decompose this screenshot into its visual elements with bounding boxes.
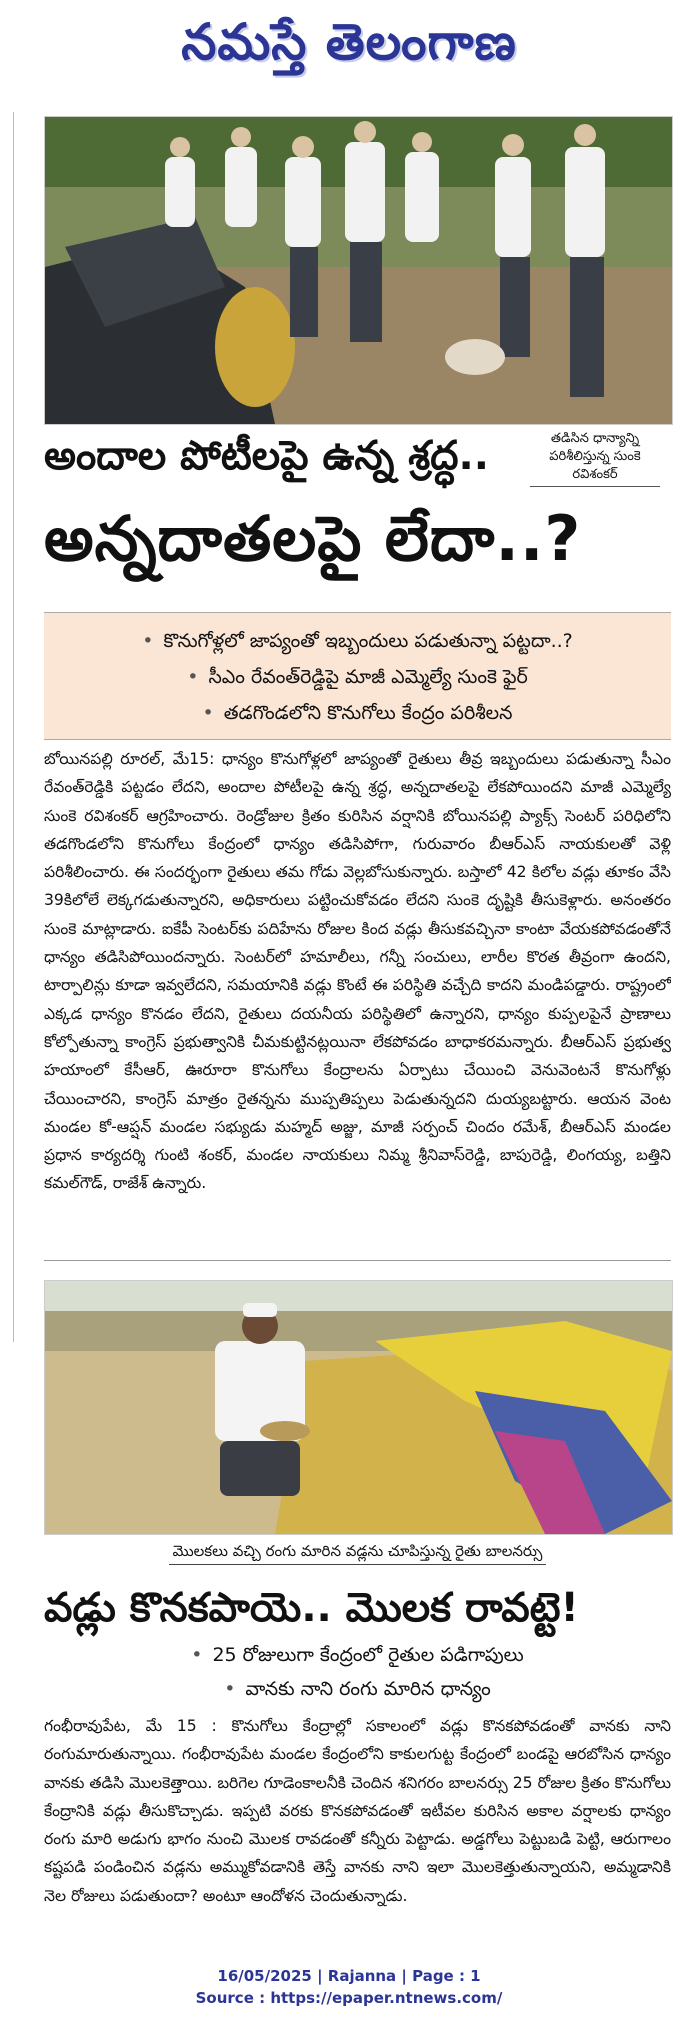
caption-line: తడిసిన ధాన్యాన్ని (550, 431, 640, 446)
article2-photo (44, 1280, 673, 1535)
article2-photo-caption (44, 1542, 671, 1564)
article1-headline-kicker: అందాల పోటీలపై ఉన్న శ్రద్ధ.. (44, 433, 489, 479)
source-link[interactable]: Source : https://epaper.ntnews.com/ (195, 1989, 503, 2007)
article2-subheads (44, 1638, 671, 1706)
article2-headline: వడ్లు కొనకపాయె.. మొలక రావట్టె! (44, 1585, 579, 1631)
subhead-item (44, 695, 671, 731)
article1-subheads (44, 612, 671, 740)
article1-headline-main: అన్నదాతలపై లేదా..? (44, 502, 582, 575)
caption-text: మొలకలు వచ్చి రంగు మారిన వడ్లను చూపిస్తున్న రైతు బాలనర్సు (169, 1542, 547, 1565)
masthead (0, 0, 698, 96)
bullet-icon: • (202, 702, 214, 724)
bullet-icon: • (191, 1644, 203, 1666)
article2-body: గంభీరావుపేట, మే 15 : కొనుగోలు కేంద్రాల్లో సకాలంలో వడ్లు కొనకపోవడంతో వానకు నాని రంగుమారుతున్నాయి. గంభీరావుపేట మండల కేంద్రంలోని కాకులగుట్ట కేంద్రంలో బండపై ఆరబోసిన ధాన్యం వానకు తడిసి మొలకెత్తాయి. బరిగెల గూడెంకాలనీకి చెందిన శనిగరం బాలనర్సు 25 రోజుల క్రితం కొనుగోలు కేంద్రానికి వడ్లు తీసుకొచ్చాడు. ఇప్పటి వరకు కొనకపోవడంతో ఇటీవల కురిసిన అకాల వర్షాలకు ధాన్యం రంగు మారి అడుగు భాగం నుంచి మొలక రావడంతో కన్నీరు పెట్టాడు. అడ్డగోలు పెట్టుబడి పెట్టి, ఆరుగాలం కష్టపడి పండించిన వడ్లను అమ్ముకోవడానికి తెస్తే వానకు నాని ఇలా మొలకెత్తుతున్నాయని, అమ్మడానికి నెల రోజులు పడుతుందా? అంటూ ఆందోళన చెందుతున్నాడు. (44, 1717, 671, 1905)
subhead-item (44, 623, 671, 659)
caption-line: పరిశీలిస్తున్న సుంకె (549, 449, 641, 464)
subhead-text: సీఎం రేవంత్‌రెడ్డిపై మాజీ ఎమ్మెల్యే సుంకె ఫైర్ (208, 666, 528, 688)
subhead-item (44, 1672, 671, 1706)
article1-photo-caption (510, 430, 680, 487)
bullet-icon: • (187, 666, 199, 688)
bullet-icon: • (142, 630, 154, 652)
column-divider (13, 112, 14, 1342)
subhead-item (44, 1638, 671, 1672)
caption-line: రవిశంకర్ (572, 467, 618, 482)
article1-body: బోయినపల్లి రూరల్, మే15: ధాన్యం కొనుగోళ్లలో జాప్యంతో రైతులు తీవ్ర ఇబ్బందులు పడుతున్నా సీఎం రేవంత్‌రెడ్డికి పట్టడం లేదని, అందాల పోటీలపై ఉన్న శ్రద్ధ, అన్నదాతలపై లేకపోయిందని మాజీ ఎమ్మెల్యే సుంకె రవిశంకర్ ఆగ్రహించారు. రెండ్రోజుల క్రితం కురిసిన వర్షానికి బోయినపల్లి ప్యాక్స్ సెంటర్ పరిధిలోని తడగొండలోని కొనుగోలు కేంద్రంలో ధాన్యం తడిసిపోగా, గురువారం బీఆర్ఎస్ నాయకులతో వెళ్లి పరిశీలించారు. ఈ సందర్భంగా రైతులు తమ గోడు వెల్లబోసుకున్నారు. బస్తాలో 42 కిలోల వడ్లు తూకం వేసి 39కిలోలే లెక్కగడుతున్నారని, అధికారులు పట్టించుకోవడం లేదని సుంకె దృష్టికి తీసుకెళ్లారు. అనంతరం సుంకె మాట్లాడారు. ఐకేపీ సెంటర్‌కు పదిహేను రోజుల కింద వడ్లు తీసుకవచ్చినా కాంటా వేయకపోవడంతోనే ధాన్యం తడిసిపోయిందన్నారు. సెంటర్‌లో హమాలీలు, గన్నీ సంచులు, లారీల కొరత తీవ్రంగా ఉందని, టార్పాలిన్లు కూడా ఇవ్వలేదని, సమయానికి వడ్లు కొంటే ఈ పరిస్థితి వచ్చేది కాదని మండిపడ్డారు. రాష్ట్రంలో ఎక్కడ ధాన్యం కొనడం లేదని, రైతులు దయనీయ పరిస్థితిలో ఉన్నారని, ధాన్యం కుప్పలపైనే ప్రాణాలు కోల్పోతున్నా కాంగ్రెస్ ప్రభుత్వానికి చీమకుట్టినట్లయినా లేకపోవడం బాధాకరమన్నారు. బీఆర్ఎస్ ప్రభుత్వ హయాంలో కేసీఆర్, ఊరూరా కొనుగోలు కేంద్రాలను ఏర్పాటు చేయించి వెనువెంటనే కొనుగోళ్లు చేయించారని, కాంగ్రెస్ మాత్రం రైతన్నను ముప్పతిప్పలు పెడుతున్నదని దుయ్యబట్టారు. ఆయన వెంట మండల కో-ఆప్షన్ మండల సభ్యుడు మహ్మద్ అజ్జు, మాజీ సర్పంచ్ చిందం రమేశ్, బీఆర్ఎస్ మండల ప్రధాన కార్యదర్శి గుంటి శంకర్, మండల నాయకులు నిమ్మ శ్రీనివాస్‌రెడ్డి, బాపురెడ్డి, లింగయ్య, బత్తిని కమల్‌గౌడ్, రాజేశ్ ఉన్నారు. (44, 750, 671, 1193)
bullet-icon: • (224, 1678, 236, 1700)
subhead-text: వానకు నాని రంగు మారిన ధాన్యం (245, 1678, 491, 1700)
article1-photo (44, 116, 673, 425)
subhead-text: తడగొండలోని కొనుగోలు కేంద్రం పరిశీలన (223, 702, 513, 724)
newspaper-title: నమస్తే తెలంగాణ (181, 12, 517, 71)
subhead-item (44, 659, 671, 695)
caption-underline (530, 486, 660, 487)
subhead-text: 25 రోజులుగా కేంద్రంలో రైతుల పడిగాపులు (212, 1644, 524, 1666)
section-divider (44, 1260, 671, 1261)
edition-info: 16/05/2025 | Rajanna | Page : 1 (217, 1967, 481, 1985)
page-footer (0, 1965, 698, 2009)
subhead-text: కొనుగోళ్లలో జాప్యంతో ఇబ్బందులు పడుతున్నా పట్టదా..? (163, 630, 573, 652)
